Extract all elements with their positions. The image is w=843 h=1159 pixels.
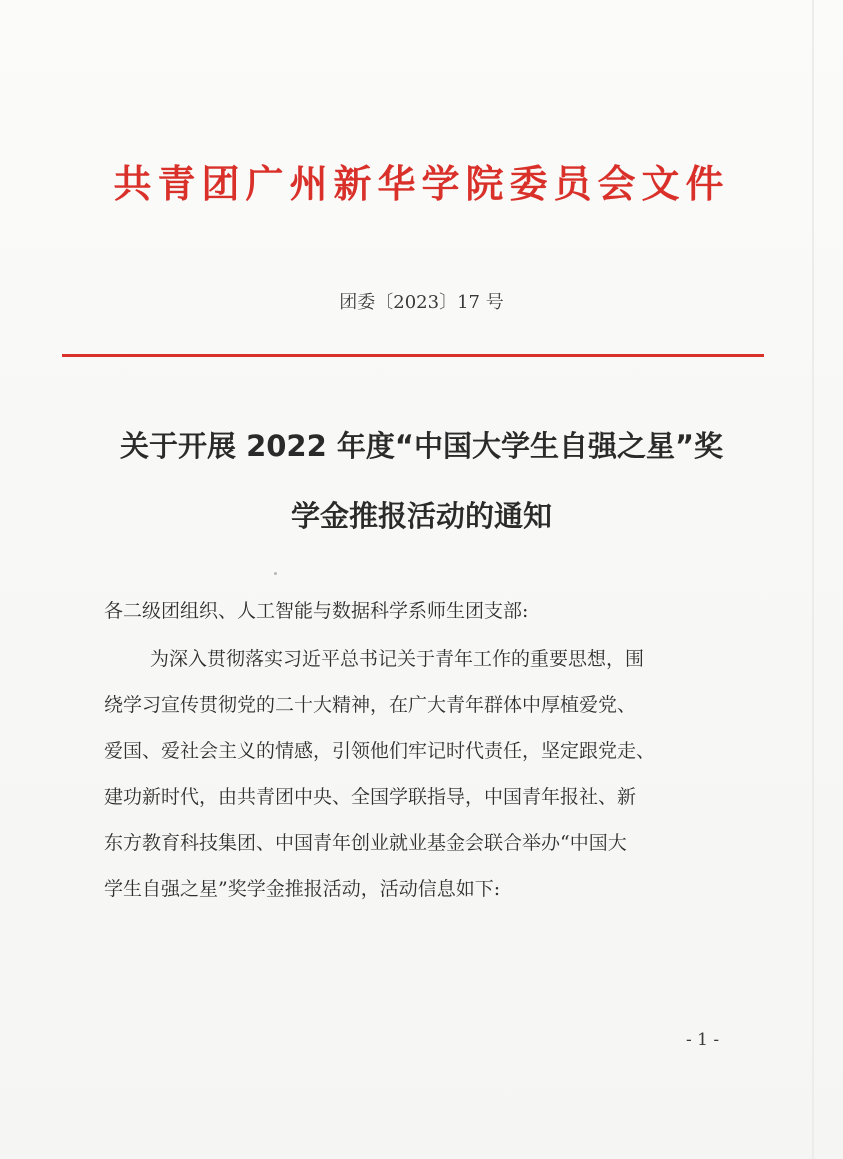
document-number: 团委〔2023〕17 号	[339, 292, 504, 313]
body-paragraph-line: 建功新时代，由共青团中央、全国学联指导，中国青年报社、新	[104, 786, 637, 808]
notice-title-line-2: 学金推报活动的通知	[290, 499, 552, 533]
body-paragraph-line: 绕学习宣传贯彻党的二十大精神，在广大青年群体中厚植爱党、	[104, 694, 637, 716]
body-paragraph-line: 学生自强之星”奖学金推报活动，活动信息如下:	[104, 878, 501, 900]
red-divider-line	[62, 354, 764, 357]
body-paragraph-line: 东方教育科技集团、中国青年创业就业基金会联合举办“中国大	[104, 832, 627, 854]
notice-title-line-1: 关于开展 2022 年度“中国大学生自强之星”奖	[119, 429, 724, 463]
body-paragraph-line: 爱国、爱社会主义的情感，引领他们牢记时代责任，坚定跟党走、	[104, 740, 656, 762]
issuer-header-title: 共青团广州新华学院委员会文件	[113, 162, 730, 206]
page-number: - 1 -	[686, 1030, 720, 1050]
scan-speck	[274, 572, 277, 575]
salutation: 各二级团组织、人工智能与数据科学系师生团支部:	[104, 600, 529, 622]
body-paragraph-line: 为深入贯彻落实习近平总书记关于青年工作的重要思想，围	[150, 648, 645, 670]
